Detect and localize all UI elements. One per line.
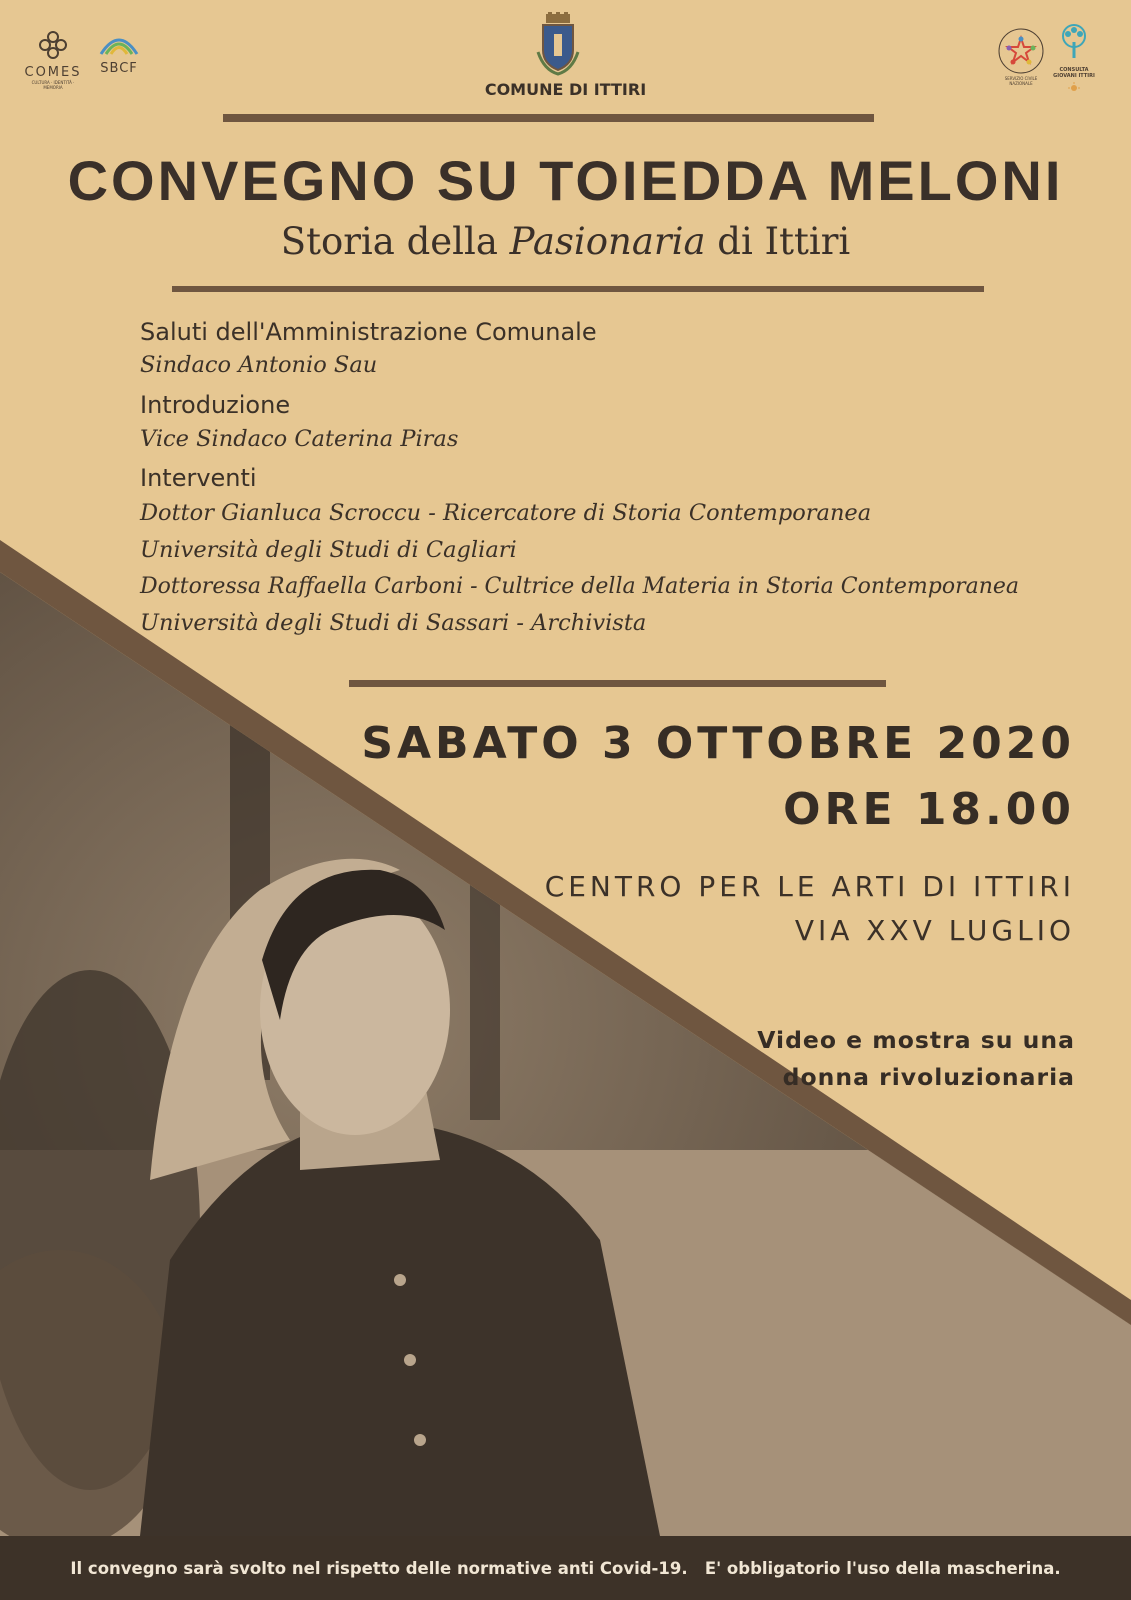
consulta-giovani-label: CONSULTA GIOVANI ITTIRI [1053,67,1095,79]
event-note-line2: donna rivoluzionaria [782,1063,1075,1091]
subtitle-before: Storia della [280,220,510,263]
servizio-civile-label: SERVIZIO CIVILE NAZIONALE [1004,76,1038,86]
page-subtitle [0,220,1131,263]
event-date: SABATO 3 OTTOBRE 2020 [361,718,1075,769]
comes-logo-label: COMES [24,65,82,80]
tree-icon [1054,22,1094,62]
event-venue: CENTRO PER LE ARTI DI ITTIRI [544,870,1075,903]
program-line-carboni: Dottoressa Raffaella Carboni - Cultrice della Materia in Storia Contemporanea [140,574,1020,599]
page-title: CONVEGNO SU TOIEDDA MELONI [67,149,1064,212]
subtitle-after: di Ittiri [705,220,851,263]
program-line-scroccu: Dottor Gianluca Scroccu - Ricercatore di Storia Contemporanea [140,500,872,526]
rainbow-arcs-icon [98,30,140,56]
sun-icon [1067,82,1081,92]
program-heading-saluti: Saluti dell'Amministrazione Comunale [140,318,597,346]
sbcf-logo-label: SBCF [100,61,138,76]
program-heading-interventi: Interventi [140,464,257,492]
covid-footer: Il convegno sarà svolto nel rispetto delle normative anti Covid-19. E' obbligatorio l'uso della mascherina. [0,1536,1131,1600]
coat-of-arms-icon [536,12,580,76]
comune-label: COMUNE DI ITTIRI [484,80,647,99]
sbcf-logo [96,30,142,76]
star-circle-icon [996,26,1046,76]
event-note-line1: Video e mostra su una [757,1026,1075,1054]
program-line-vice-sindaco: Vice Sindaco Caterina Piras [140,426,459,452]
subtitle-emphasis: Pasionaria [509,220,706,263]
quatrefoil-icon [38,30,68,60]
program-heading-introduzione: Introduzione [140,391,291,419]
event-address: VIA XXV LUGLIO [794,914,1075,947]
top-rule [223,114,874,122]
servizio-civile-logo [996,26,1046,86]
program-rule [349,680,886,687]
program-line-sassari: Università degli Studi di Sassari - Archivista [140,610,647,636]
subtitle-rule [172,286,984,292]
comune-crest [536,12,580,81]
event-time: ORE 18.00 [783,784,1075,835]
consulta-giovani-logo [1052,22,1096,97]
program-line-cagliari: Università degli Studi di Cagliari [140,537,517,563]
comes-logo-subtext: CULTURA · IDENTITÀ · MEMORIA [31,80,75,90]
program-line-sindaco: Sindaco Antonio Sau [140,352,378,378]
